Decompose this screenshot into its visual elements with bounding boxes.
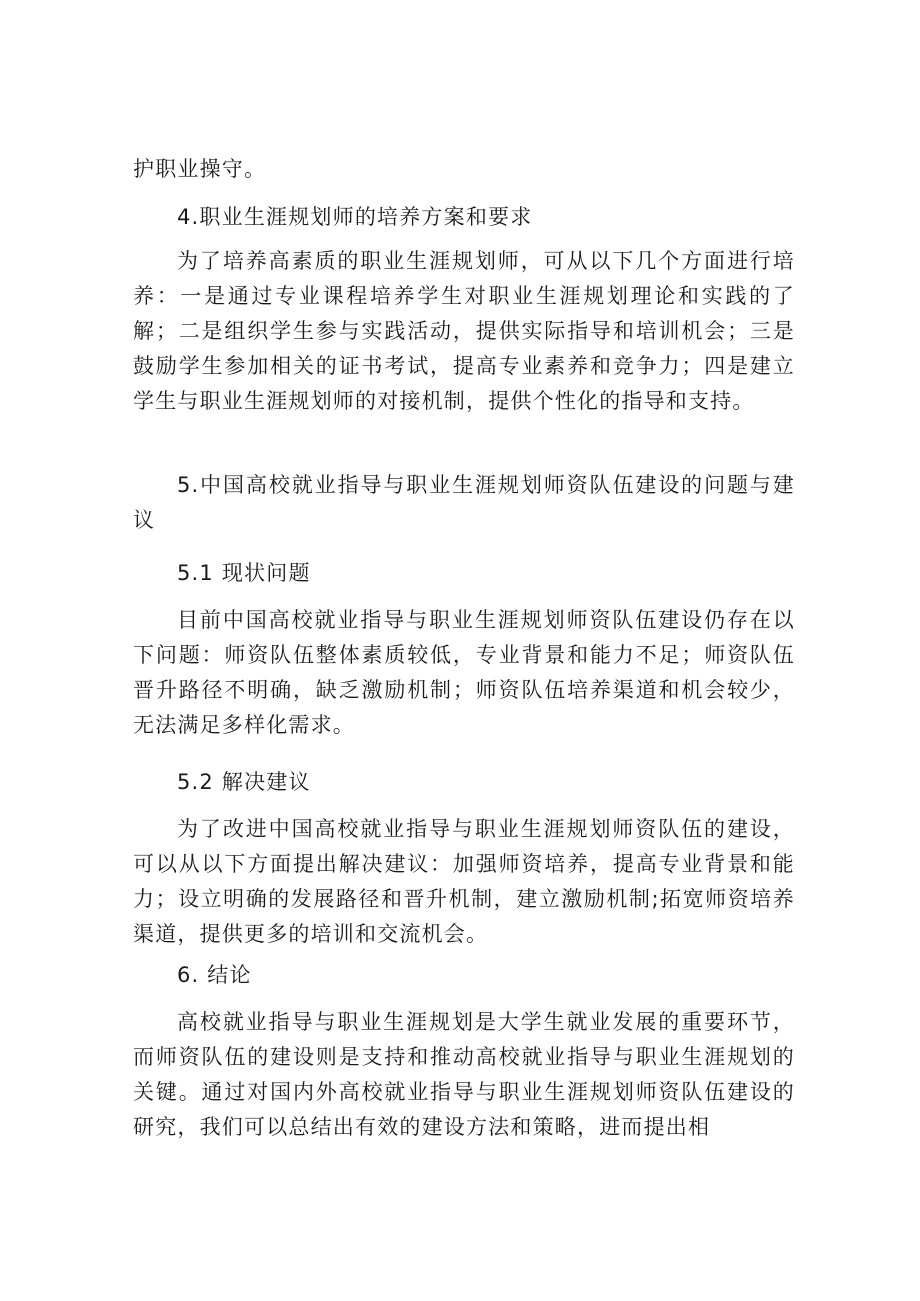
section-5-2-heading: 5.2 解决建议 [177, 770, 311, 794]
section-5-1-paragraph: 目前中国高校就业指导与职业生涯规划师资队伍建设仍存在以下问题：师资队伍整体素质较低，专业背景和能力不足；师资队伍晋升路径不明确，缺乏激励机制；师资队伍培养渠道和机会较少，无法满足多样化需求。 [133, 608, 795, 737]
section-5-2-paragraph: 为了改进中国高校就业指导与职业生涯规划师资队伍的建设，可以从以下方面提出解决建议：加强师资培养，提高专业背景和能力；设立明确的发展路径和晋升机制，建立激励机制;拓宽师资培养渠道，提供更多的培训和交流机会。 [133, 817, 795, 946]
section-4-paragraph: 为了培养高素质的职业生涯规划师，可从以下几个方面进行培养：一是通过专业课程培养学生对职业生涯规划理论和实践的了解；二是组织学生参与实践活动，提供实际指导和培训机会；三是鼓励学生参加相关的证书考试，提高专业素养和竞争力；四是建立学生与职业生涯规划师的对接机制，提供个性化的指导和支持。 [133, 249, 795, 413]
section-6-paragraph: 高校就业指导与职业生涯规划是大学生就业发展的重要环节，而师资队伍的建设则是支持和推动高校就业指导与职业生涯规划的关键。通过对国内外高校就业指导与职业生涯规划师资队伍建设的研究，我们可以总结出有效的建设方法和策略，进而提出相 [133, 1010, 795, 1139]
section-6-heading: 6. 结论 [177, 963, 252, 987]
section-5-heading: 5.中国高校就业指导与职业生涯规划师资队伍建设的问题与建议 [133, 473, 795, 532]
section-5-1-heading: 5.1 现状问题 [177, 561, 311, 585]
section-4-heading: 4.职业生涯规划师的培养方案和要求 [177, 205, 533, 229]
continued-paragraph: 护职业操守。 [133, 157, 267, 181]
